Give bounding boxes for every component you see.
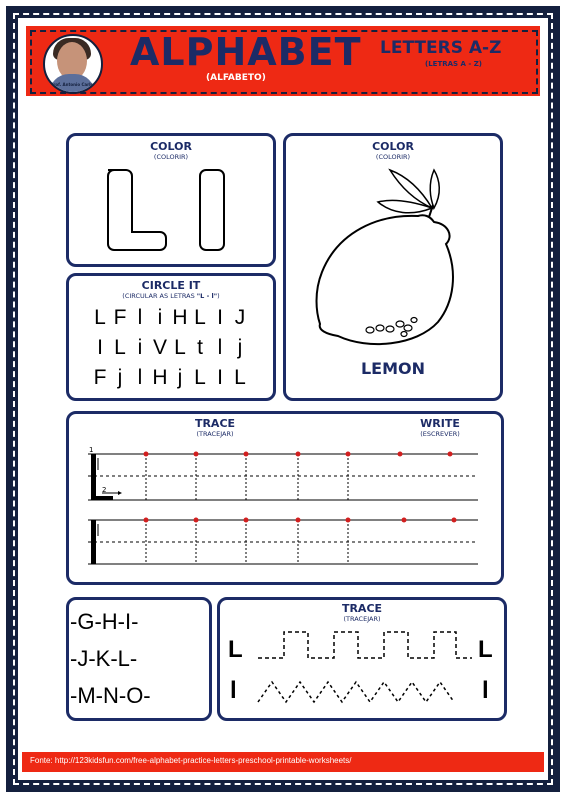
circle-row-3: F j l H j L I L	[93, 366, 246, 389]
lemon-drawing	[308, 162, 478, 354]
circle-it-sub-suffix: )	[217, 292, 220, 300]
photo-caption: Prof. Antonio Carlos	[50, 82, 96, 87]
footer-source: Fonte: http://123kidsfun.com/free-alphabet-practice-letters-preschool-printable-worksheets/	[30, 756, 352, 765]
letras-subheading: (LETRAS A - Z)	[425, 60, 482, 68]
outline-letters	[96, 164, 246, 256]
color-letters-sub: (COLORIR)	[153, 153, 189, 161]
letters-heading: LETTERS A-Z	[380, 38, 502, 58]
outline-upper-l	[108, 170, 166, 250]
trace-sub: (TRACEJAR)	[196, 430, 234, 438]
sequence-row-2: -J-K-L-	[70, 646, 138, 671]
trace-left-lower: l	[230, 677, 237, 704]
write-heading: WRITE	[420, 417, 460, 430]
color-picture-heading: COLOR	[372, 140, 414, 153]
stroke-1-label: 1	[89, 446, 94, 454]
write-sub: (ESCREVER)	[420, 430, 460, 438]
trace-left-upper: L	[228, 636, 243, 663]
trace-heading: TRACE	[194, 417, 236, 430]
circle-it-sub	[66, 292, 276, 300]
circle-row-2: I L i V L t l j	[97, 336, 243, 359]
trace-pattern-sub: (TRACEJAR)	[343, 615, 381, 623]
trace-right-upper: L	[478, 636, 493, 663]
trace-lines	[82, 440, 482, 570]
color-picture-sub: (COLORIR)	[375, 153, 411, 161]
color-letters-heading: COLOR	[150, 140, 192, 153]
page-title: ALPHABET	[130, 30, 362, 74]
circle-it-heading: CIRCLE IT	[141, 279, 201, 292]
sequence-row-3: -M-N-O-	[70, 683, 151, 708]
trace-pattern-lines	[250, 628, 476, 712]
circle-it-sub-bold: "L - l"	[196, 292, 218, 300]
trace-right-lower: l	[482, 677, 489, 704]
outline-lower-l	[200, 170, 224, 250]
circle-it-sub-prefix: (CIRCULAR AS LETRAS	[122, 292, 197, 300]
sequence-row-1: -G-H-I-	[70, 609, 139, 634]
page-subtitle: (ALFABETO)	[206, 73, 266, 83]
teacher-photo	[43, 34, 103, 94]
stroke-2-label: 2	[102, 486, 107, 494]
circle-row-1: L F l i H L I J	[94, 306, 246, 329]
lemon-word: LEMON	[360, 359, 426, 378]
trace-pattern-heading: TRACE	[341, 602, 383, 615]
